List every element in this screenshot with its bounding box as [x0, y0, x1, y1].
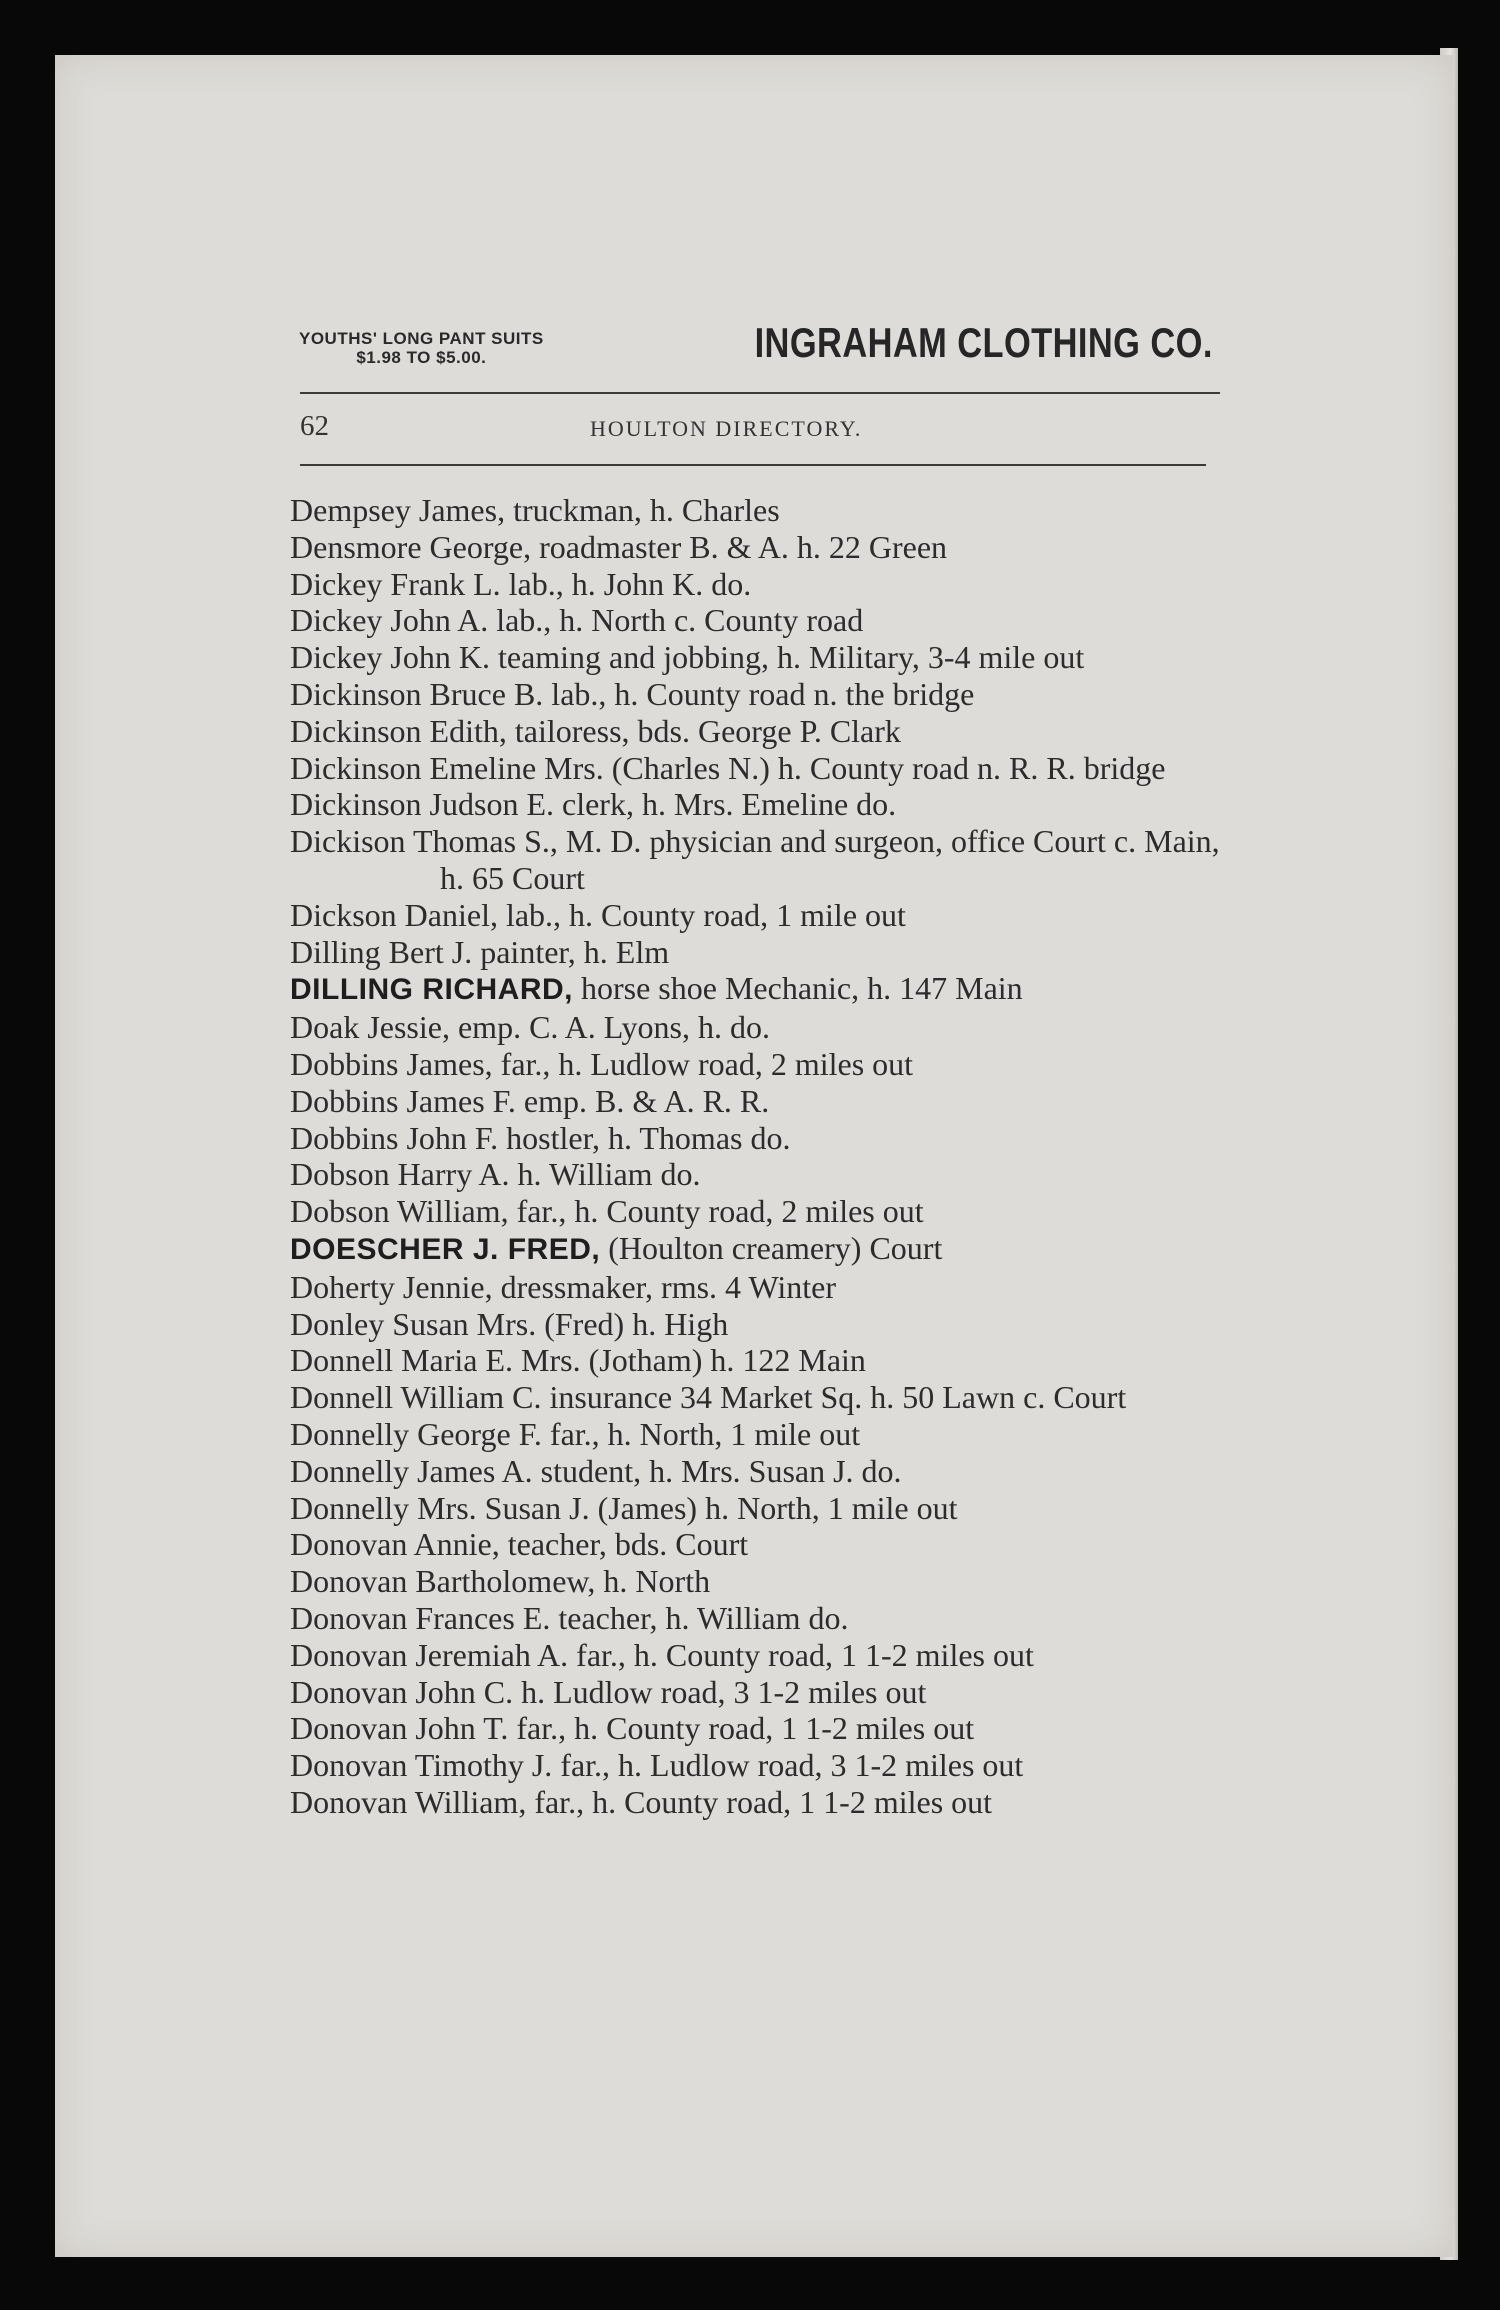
directory-entry	[290, 897, 1230, 934]
entry-text: Dickinson Bruce B. lab., h. County road n. the bridge	[290, 675, 975, 712]
entry-text: Dickey John K. teaming and jobbing, h. Military, 3-4 mile out	[290, 639, 1085, 676]
entry-text: Dempsey James, truckman, h. Charles	[290, 492, 780, 528]
directory-entry	[290, 1600, 1230, 1637]
entry-text: Donnell William C. insurance 34 Market Sq. h. 50 Lawn c. Court	[290, 1379, 1127, 1416]
directory-entry	[290, 786, 1230, 823]
entry-text: Dobbins James, far., h. Ludlow road, 2 miles out	[290, 1045, 914, 1082]
entry-text: Dickinson Emeline Mrs. (Charles N.) h. County road n. R. R. bridge	[290, 749, 1166, 786]
entry-bold-name: DOESCHER J. FRED,	[290, 1232, 601, 1266]
directory-entry	[290, 1379, 1230, 1416]
entry-text: Doak Jessie, emp. C. A. Lyons, h. do.	[290, 1009, 770, 1046]
entry-text: Donnelly Mrs. Susan J. (James) h. North, 1 mile out	[290, 1489, 958, 1526]
directory-entry	[290, 1083, 1230, 1120]
directory-entry	[290, 1674, 1230, 1711]
directory-entry	[290, 1453, 1230, 1490]
ad-youths-suits	[299, 329, 544, 367]
directory-entry	[290, 823, 1230, 897]
ad-clothing-company: INGRAHAM CLOTHING CO.	[754, 319, 1213, 366]
directory-entry	[290, 934, 1230, 971]
entry-text: Dickison Thomas S., M. D. physician and surgeon, office Court c. Main, h. 65 Court	[290, 823, 1220, 896]
running-head: HOULTON DIRECTORY.	[590, 416, 863, 441]
directory-entry	[290, 1416, 1230, 1453]
advertisement-header	[243, 277, 1221, 387]
entry-text: Donley Susan Mrs. (Fred) h. High	[290, 1305, 729, 1342]
directory-entry	[290, 1784, 1230, 1821]
directory-entry	[290, 639, 1230, 676]
directory-entries	[290, 492, 1230, 1821]
entry-text: (Houlton creamery) Court	[600, 1229, 943, 1266]
entry-text: Dobbins John F. hostler, h. Thomas do.	[290, 1119, 791, 1156]
directory-entry	[290, 1710, 1230, 1747]
directory-entry	[290, 1342, 1230, 1379]
entry-text: Donovan Frances E. teacher, h. William do.	[290, 1599, 849, 1636]
entry-text: Dobson William, far., h. County road, 2 miles out	[290, 1193, 924, 1230]
entry-text: Dickey John A. lab., h. North c. County road	[290, 602, 864, 639]
directory-entry	[290, 1009, 1230, 1046]
page-number: 62	[300, 410, 329, 442]
directory-entry	[290, 1046, 1230, 1083]
directory-entry	[290, 750, 1230, 787]
entry-text: Dobbins James F. emp. B. & A. R. R.	[290, 1082, 770, 1119]
directory-entry	[290, 1120, 1230, 1157]
entry-text: Dickinson Judson E. clerk, h. Mrs. Emeline do.	[290, 786, 897, 823]
directory-entry	[290, 1269, 1230, 1306]
entry-text: Densmore George, roadmaster B. & A. h. 22 Green	[290, 528, 948, 565]
entry-text: Donovan Annie, teacher, bds. Court	[290, 1526, 749, 1563]
directory-entry	[290, 492, 1230, 529]
directory-entry	[290, 1193, 1230, 1230]
directory-entry	[290, 1637, 1230, 1674]
header-rule-bottom	[300, 464, 1206, 466]
entry-text: Donnelly George F. far., h. North, 1 mile out	[290, 1415, 861, 1452]
directory-entry	[290, 1526, 1230, 1563]
entry-text: horse shoe Mechanic, h. 147 Main	[572, 970, 1023, 1007]
entry-text: Dickson Daniel, lab., h. County road, 1 mile out	[290, 896, 906, 933]
entry-bold-name: DILLING RICHARD,	[290, 973, 573, 1007]
directory-entry	[290, 1490, 1230, 1527]
directory-entry	[290, 1156, 1230, 1193]
directory-entry	[290, 1306, 1230, 1343]
entry-text: Donovan John T. far., h. County road, 1 1-2 miles out	[290, 1710, 975, 1747]
directory-entry	[290, 1230, 1230, 1269]
ad-left-line1: YOUTHS' LONG PANT SUITS	[299, 329, 544, 348]
entry-text: Donovan Timothy J. far., h. Ludlow road, 3 1-2 miles out	[290, 1747, 1024, 1784]
directory-entry	[290, 676, 1230, 713]
ad-left-line2: $1.98 TO $5.00.	[356, 348, 487, 367]
directory-entry	[290, 1563, 1230, 1600]
directory-entry	[290, 566, 1230, 603]
directory-entry	[290, 713, 1230, 750]
entry-text: Donovan William, far., h. County road, 1 1-2 miles out	[290, 1783, 993, 1820]
entry-text: Dickey Frank L. lab., h. John K. do.	[290, 565, 752, 602]
entry-text: Dobson Harry A. h. William do.	[290, 1156, 701, 1193]
entry-text: Donovan Bartholomew, h. North	[290, 1563, 711, 1600]
entry-text: Donnell Maria E. Mrs. (Jotham) h. 122 Main	[290, 1342, 866, 1379]
entry-text: Dickinson Edith, tailoress, bds. George P. Clark	[290, 712, 901, 749]
entry-text: Doherty Jennie, dressmaker, rms. 4 Winter	[290, 1268, 837, 1305]
directory-entry	[290, 1747, 1230, 1784]
entry-text: Donnelly James A. student, h. Mrs. Susan J. do.	[290, 1452, 902, 1489]
directory-entry	[290, 602, 1230, 639]
directory-entry	[290, 529, 1230, 566]
entry-text: Donovan Jeremiah A. far., h. County road, 1 1-2 miles out	[290, 1636, 1034, 1673]
entry-text: Dilling Bert J. painter, h. Elm	[290, 933, 670, 970]
directory-entry	[290, 970, 1230, 1009]
header-rule-top	[300, 392, 1220, 394]
entry-text: Donovan John C. h. Ludlow road, 3 1-2 miles out	[290, 1673, 927, 1710]
